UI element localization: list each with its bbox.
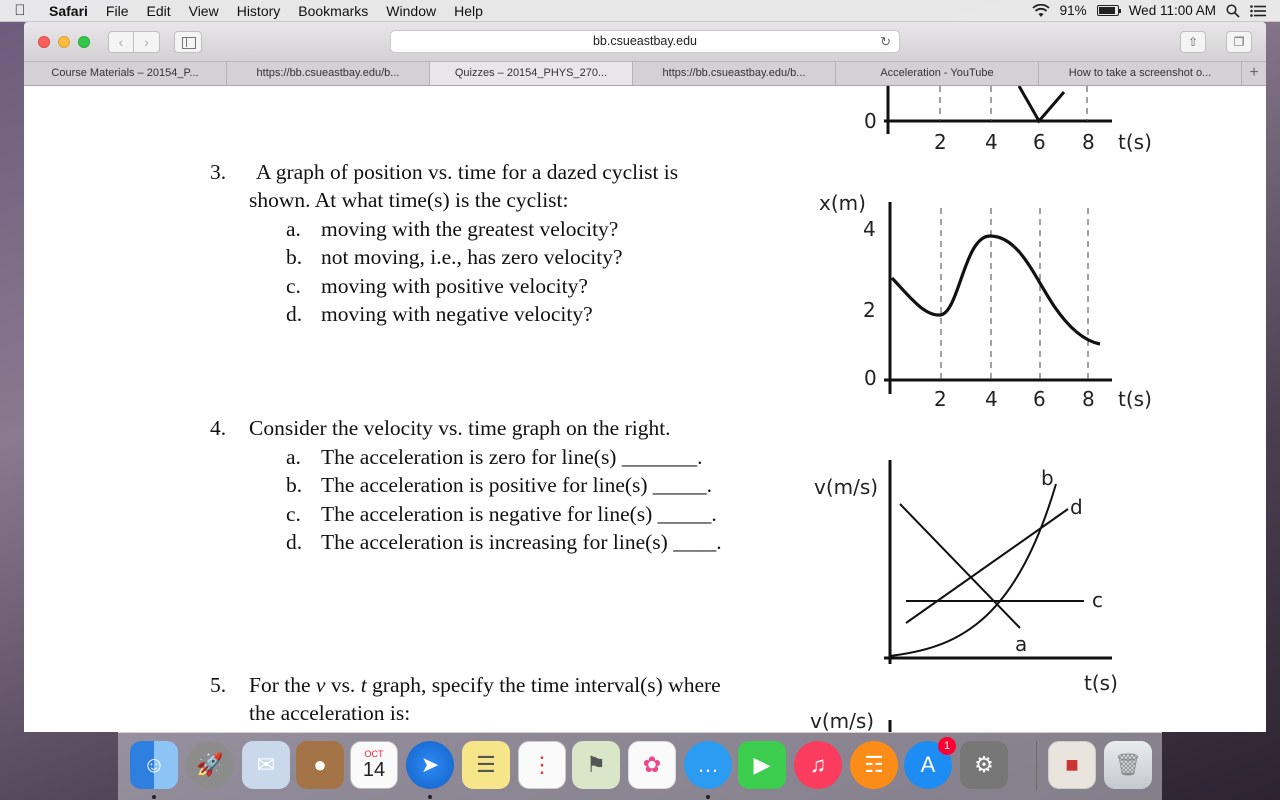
reload-icon[interactable]: ↻ [880, 34, 891, 49]
sub-label: d. [286, 302, 303, 326]
sub-label: c. [286, 274, 301, 298]
x-tick: 4 [985, 387, 998, 411]
apple-menu-icon[interactable] [0, 2, 40, 19]
y-tick: 0 [864, 109, 877, 133]
calendar-icon[interactable] [350, 741, 398, 789]
close-window-button[interactable] [38, 36, 50, 48]
trash-icon[interactable]: 🗑 [1104, 741, 1152, 789]
dock-separator [1036, 741, 1037, 791]
tab-bar [24, 62, 1266, 86]
question-text: A graph of position vs. time for a dazed cyclist is [256, 160, 679, 184]
safari-icon[interactable]: ➤ [406, 741, 454, 789]
mail-icon[interactable]: ✉ [242, 741, 290, 789]
minimize-window-button[interactable] [58, 36, 70, 48]
dock [118, 732, 1162, 800]
x-axis-label: t(s) [1118, 387, 1152, 411]
menu-bar [0, 0, 1280, 22]
sub-label: a. [286, 445, 301, 469]
y-tick: 4 [863, 217, 876, 241]
share-button[interactable] [1180, 31, 1206, 53]
running-indicator [428, 795, 432, 799]
system-preferences-icon[interactable]: ⚙ [960, 741, 1008, 789]
chevron-right-icon: › [144, 33, 149, 50]
photos-icon[interactable]: ✿ [628, 741, 676, 789]
itunes-icon[interactable]: ♫ [794, 741, 842, 789]
forward-button[interactable] [134, 31, 160, 53]
calendar-month: OCT [364, 749, 384, 759]
calendar-day: 14 [362, 759, 386, 781]
sub-question-a: moving with the greatest velocity? [321, 217, 619, 241]
x-tick: 2 [934, 387, 947, 411]
sub-label: d. [286, 530, 303, 554]
sub-label: a. [286, 217, 301, 241]
tab-course-materials[interactable]: Course Materials – 20154_P... [24, 62, 227, 85]
maps-icon[interactable]: ⚑ [572, 741, 620, 789]
x-tick: 8 [1082, 130, 1095, 154]
share-icon: ⇧ [1187, 35, 1199, 49]
safari-window [24, 22, 1266, 732]
clock[interactable]: Wed 11:00 AM [1128, 3, 1216, 18]
ibooks-icon[interactable]: ☶ [850, 741, 898, 789]
question-number: 3. [210, 160, 227, 184]
x-axis-label: t(s) [1118, 130, 1152, 154]
question-text: the acceleration is: [249, 701, 411, 725]
menu-edit[interactable]: Edit [146, 2, 171, 19]
menu-help[interactable]: Help [454, 2, 483, 19]
wifi-icon[interactable] [1032, 4, 1050, 18]
notification-center-icon[interactable] [1250, 5, 1266, 17]
x-tick: 2 [934, 130, 947, 154]
finder-icon[interactable]: ☺ [130, 741, 178, 789]
menu-history[interactable]: History [236, 2, 281, 19]
question-number: 5. [210, 673, 227, 697]
x-tick: 6 [1033, 130, 1046, 154]
menu-bookmarks[interactable]: Bookmarks [298, 2, 369, 19]
new-tab-button[interactable]: + [1249, 64, 1259, 81]
question-text: shown. At what time(s) is the cyclist: [249, 188, 569, 212]
sub-label: b. [286, 245, 303, 269]
running-indicator [706, 795, 710, 799]
notes-icon[interactable]: ☰ [462, 741, 510, 789]
sub-question-d: moving with negative velocity? [321, 302, 593, 326]
sub-question-c: moving with positive velocity? [321, 274, 588, 298]
window-controls [38, 36, 90, 48]
question-text: Consider the velocity vs. time graph on the right. [249, 416, 671, 440]
sub-label: b. [286, 473, 303, 497]
position-time-graph [819, 191, 1152, 411]
line-label-d: d [1070, 495, 1083, 519]
tabs-overview-icon: ❐ [1233, 35, 1245, 49]
top-partial-graph [864, 86, 1152, 154]
line-label-a: a [1015, 632, 1028, 656]
menu-window[interactable]: Window [386, 2, 437, 19]
sidebar-toggle-button[interactable] [174, 31, 202, 53]
battery-percent: 91% [1059, 3, 1087, 18]
sub-question-a: The acceleration is zero for line(s) _______. [321, 445, 703, 469]
sub-question-b: The acceleration is positive for line(s) _____. [321, 473, 713, 497]
line-label-b: b [1041, 466, 1054, 490]
back-button[interactable] [108, 31, 134, 53]
launchpad-icon[interactable]: 🚀 [186, 741, 234, 789]
menu-view[interactable]: View [188, 2, 219, 19]
contacts-icon[interactable]: ● [296, 741, 344, 789]
facetime-icon[interactable]: ▶ [738, 741, 786, 789]
show-tabs-button[interactable] [1226, 31, 1252, 53]
messages-icon[interactable]: … [684, 741, 732, 789]
sub-question-c: The acceleration is negative for line(s) _____. [321, 502, 717, 526]
tab-quizzes[interactable]: Quizzes – 20154_PHYS_270... [430, 62, 633, 85]
app-store-badge: 1 [938, 737, 956, 755]
tab-blackboard-1[interactable]: https://bb.csueastbay.edu/b... [227, 62, 430, 85]
y-tick: 2 [863, 298, 876, 322]
x-tick: 8 [1082, 387, 1095, 411]
y-axis-label: x(m) [819, 191, 866, 215]
address-bar[interactable] [390, 30, 900, 53]
y-axis-label: v(m/s) [814, 475, 879, 499]
line-label-c: c [1092, 588, 1103, 612]
physics-graphs [24, 86, 1266, 732]
battery-icon[interactable] [1097, 5, 1119, 16]
tab-blackboard-2[interactable]: https://bb.csueastbay.edu/b... [633, 62, 836, 85]
zoom-window-button[interactable] [78, 36, 90, 48]
bottom-partial-graph [810, 709, 890, 732]
tab-screenshot-howto[interactable]: How to take a screenshot o... [1039, 62, 1242, 85]
tab-acceleration-youtube[interactable]: Acceleration - YouTube [836, 62, 1039, 85]
sub-question-d: The acceleration is increasing for line(s) ____. [321, 530, 722, 554]
sub-label: c. [286, 502, 301, 526]
address-url: bb.csueastbay.edu [592, 34, 697, 48]
velocity-time-graph [814, 460, 1118, 695]
spotlight-search-icon[interactable] [1226, 4, 1240, 18]
question-text: For the v vs. t graph, specify the time interval(s) where [249, 673, 721, 697]
page-content [24, 86, 1266, 732]
y-tick: 0 [864, 366, 877, 390]
chevron-left-icon: ‹ [118, 33, 124, 50]
x-axis-label: t(s) [1084, 671, 1118, 695]
menu-safari[interactable]: Safari [49, 2, 88, 19]
x-tick: 6 [1033, 387, 1046, 411]
menu-file[interactable]: File [105, 2, 129, 19]
x-tick: 4 [985, 130, 998, 154]
downloads-stack-icon[interactable]: ■ [1048, 741, 1096, 789]
browser-toolbar [24, 22, 1266, 62]
app-store-icon[interactable]: A 1 [904, 741, 952, 789]
question-number: 4. [210, 416, 227, 440]
y-axis-label: v(m/s) [810, 709, 875, 732]
sub-question-b: not moving, i.e., has zero velocity? [321, 245, 623, 269]
reminders-icon[interactable]: ⋮ [518, 741, 566, 789]
running-indicator [152, 795, 156, 799]
